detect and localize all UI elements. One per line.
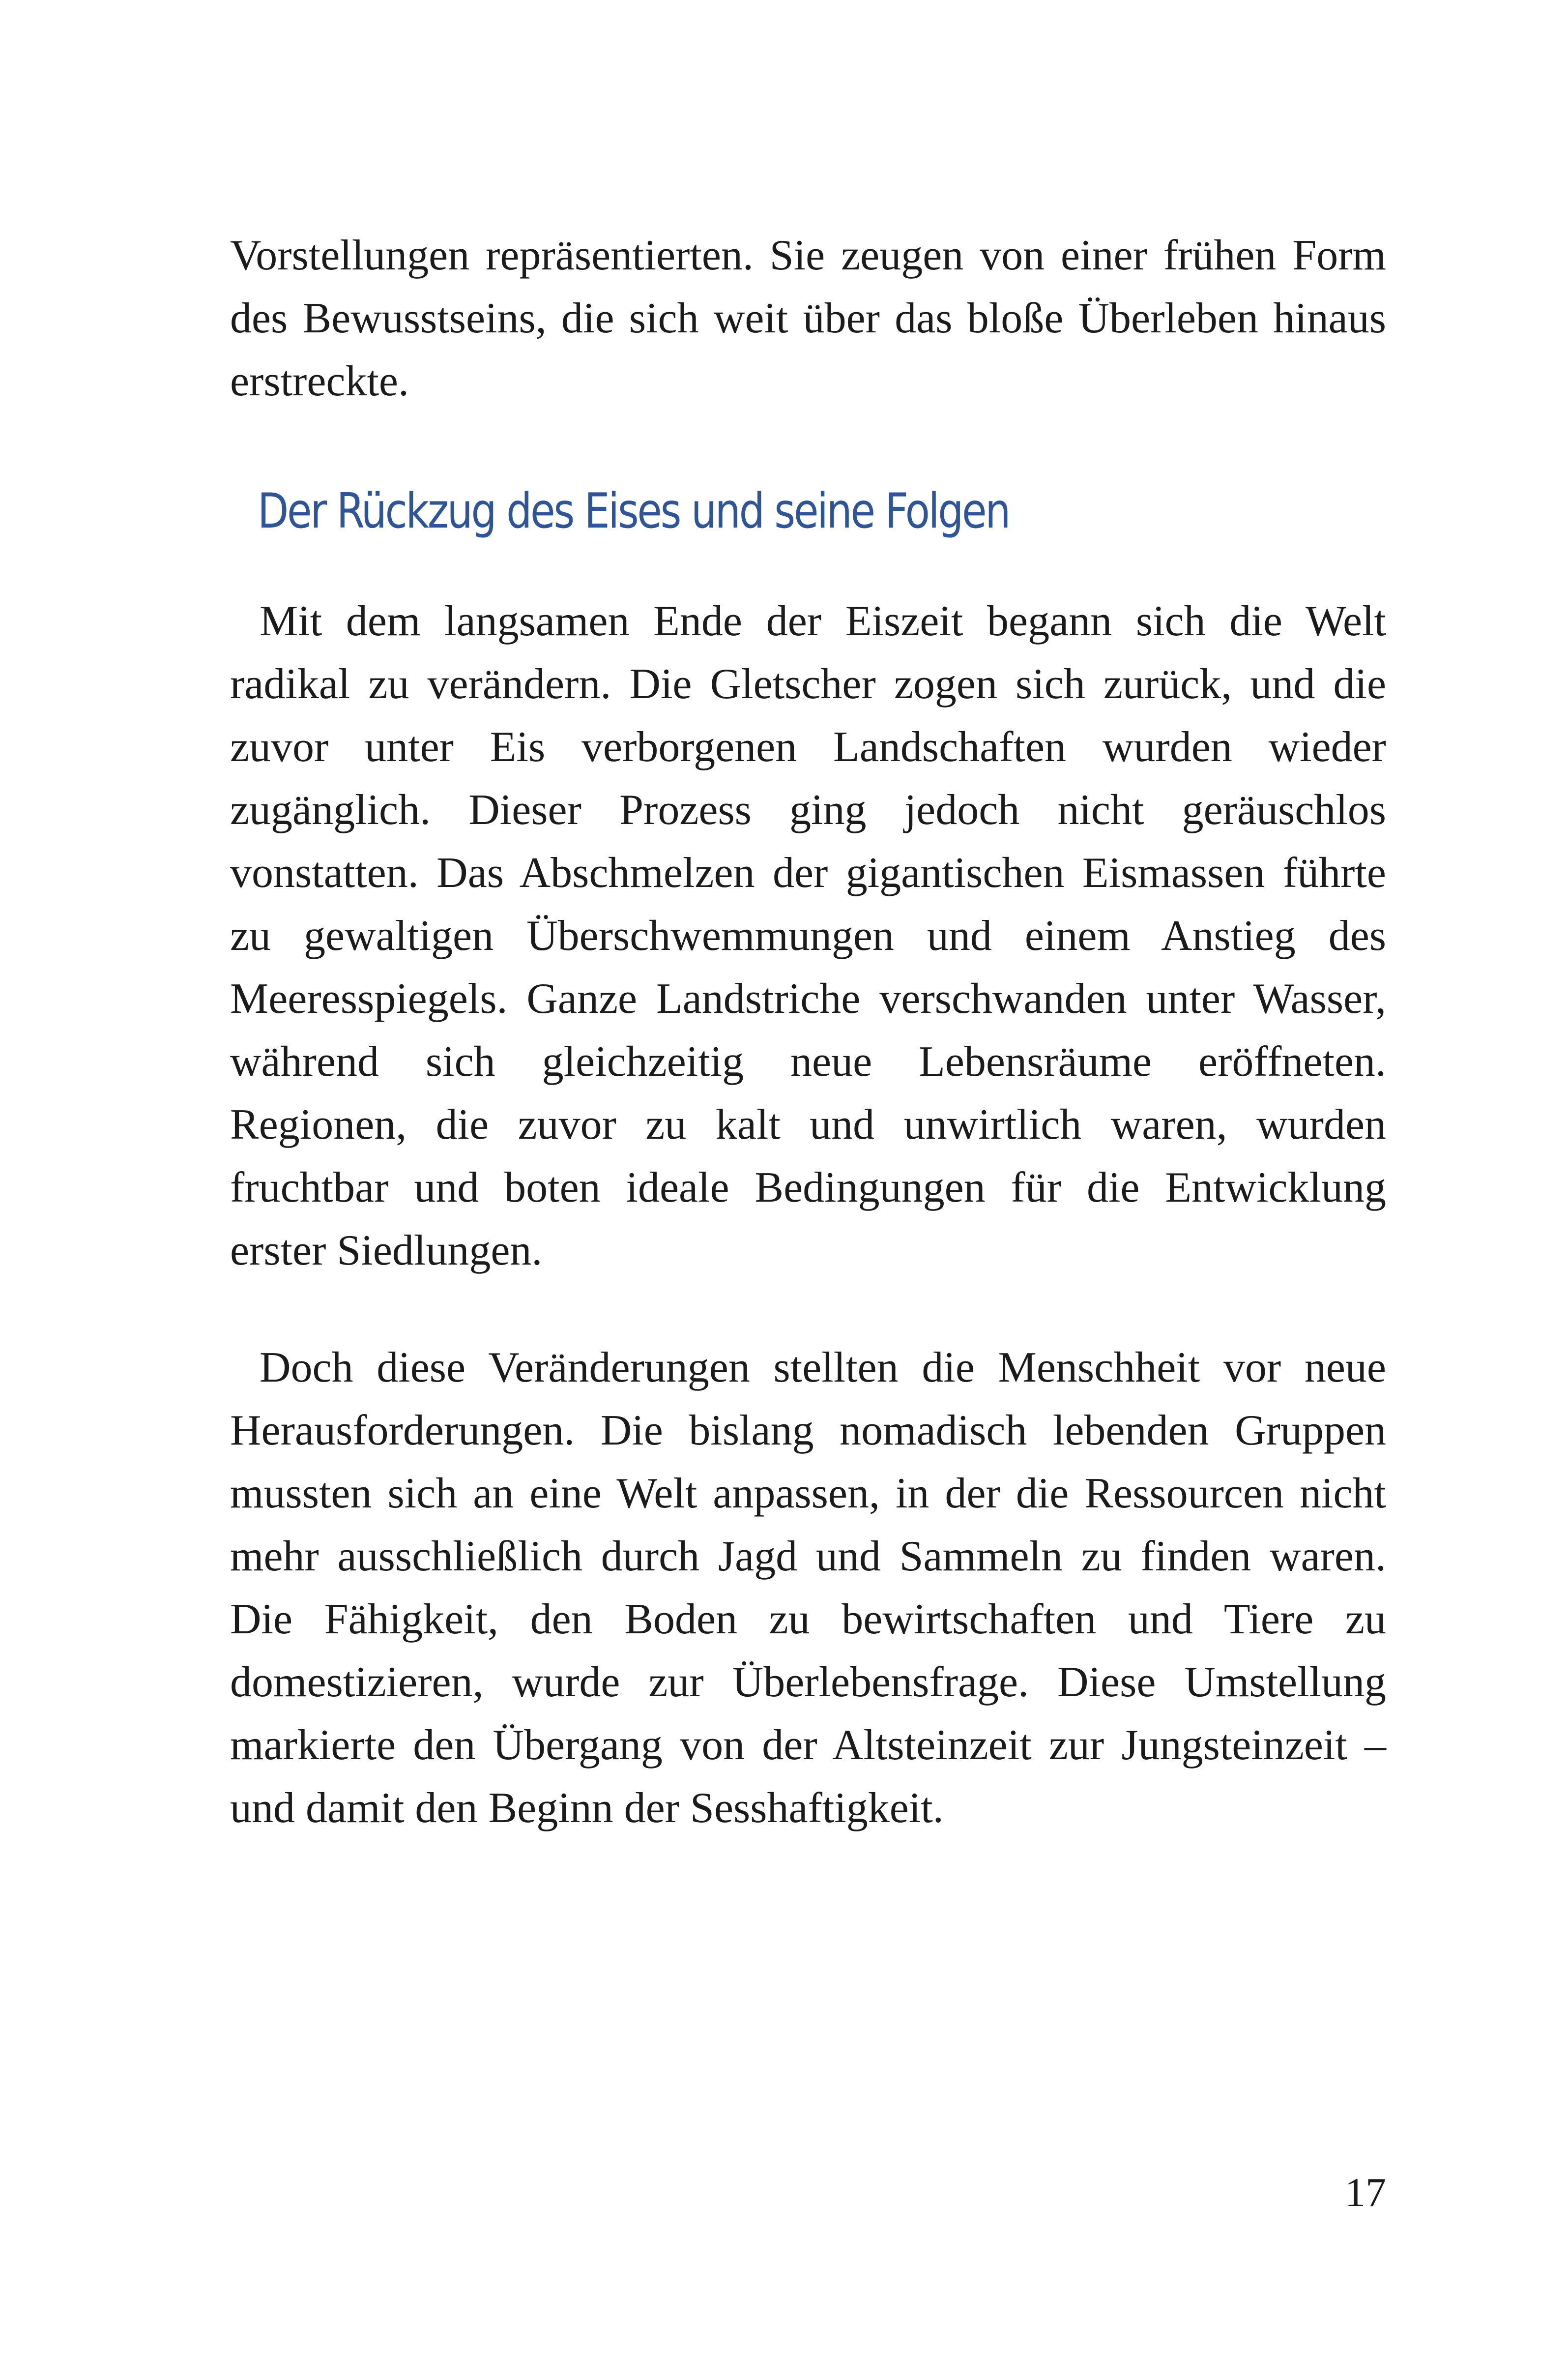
- page-number: 17: [1345, 2170, 1386, 2215]
- continuation-paragraph: Vorstellungen repräsentierten. Sie zeugen von einer frühen Form des Bewusstseins, die sich weit über das bloße Überleben hinaus erstreckte.: [230, 232, 1386, 405]
- body-paragraph-2: Doch diese Veränderungen stellten die Menschheit vor neue Herausforderungen. Die bislang nomadisch lebenden Gruppen mussten sich an eine Welt anpassen, in der die Ressourcen nicht mehr ausschließlich durch Jagd und Sammeln zu finden waren. Die Fähigkeit, den Boden zu bewirtschaften und Tiere zu domestizieren, wurde zur Überlebensfrage. Diese Umstellung markierte den Übergang von der Altsteinzeit zur Jungsteinzeit – und damit den Beginn der Sesshaftigkeit.: [230, 1344, 1386, 1832]
- body-paragraph-1: Mit dem langsamen Ende der Eiszeit begann sich die Welt radikal zu verändern. Die Gletscher zogen sich zurück, und die zuvor unter Eis verborgenen Landschaften wurden wieder zugänglich. Dieser Prozess ging jedoch nicht geräuschlos vonstatten. Das Abschmelzen der gigantischen Eismassen führte zu gewaltigen Überschwemmungen und einem Anstieg des Meeresspiegels. Ganze Landstriche verschwanden unter Wasser, während sich gleichzeitig neue Lebensräume eröffneten. Regionen, die zuvor zu kalt und unwirtlich waren, wurden fruchtbar und boten ideale Bedingungen für die Entwicklung erster Siedlungen.: [230, 597, 1386, 1274]
- section-heading: Der Rückzug des Eises und seine Folgen: [258, 483, 1010, 539]
